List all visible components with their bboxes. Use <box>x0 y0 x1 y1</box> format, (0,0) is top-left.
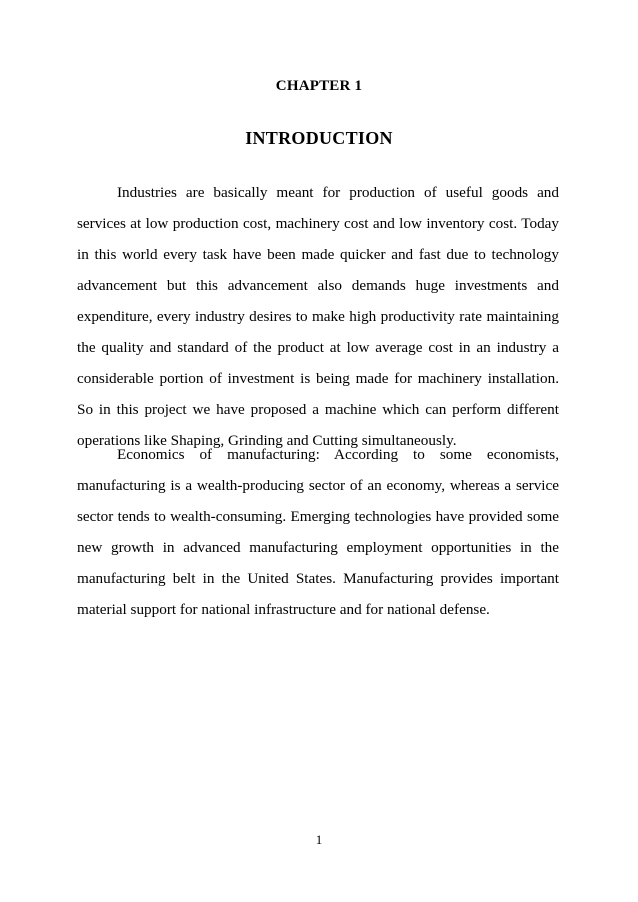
paragraph-text: Economics of manufacturing: According to some economists, manufacturing is a wealth-producing sector of an economy, whereas a service sector tends to wealth-consuming. Emerging technologies have provided some new growth in advanced manufacturing employment opportunities in the manufacturing belt in the United States. Manufacturing provides important material support for national infrastructure and for national defense. <box>77 446 559 618</box>
paragraph-industries <box>77 177 559 456</box>
page-title: INTRODUCTION <box>245 128 393 148</box>
paragraph-text: Industries are basically meant for production of useful goods and services at low production cost, machinery cost and low inventory cost. Today in this world every task have been made quicker and fast due to technology advancement but this advancement also demands huge investments and expenditure, every industry desires to make high productivity rate maintaining the quality and standard of the product at low average cost in an industry a considerable portion of investment is being made for machinery installation. So in this project we have proposed a machine which can perform different operations like Shaping, Grinding and Cutting simultaneously. <box>77 184 559 449</box>
chapter-label: CHAPTER 1 <box>275 78 363 94</box>
page-number: 1 <box>315 832 323 847</box>
paragraph-economics <box>77 439 559 625</box>
